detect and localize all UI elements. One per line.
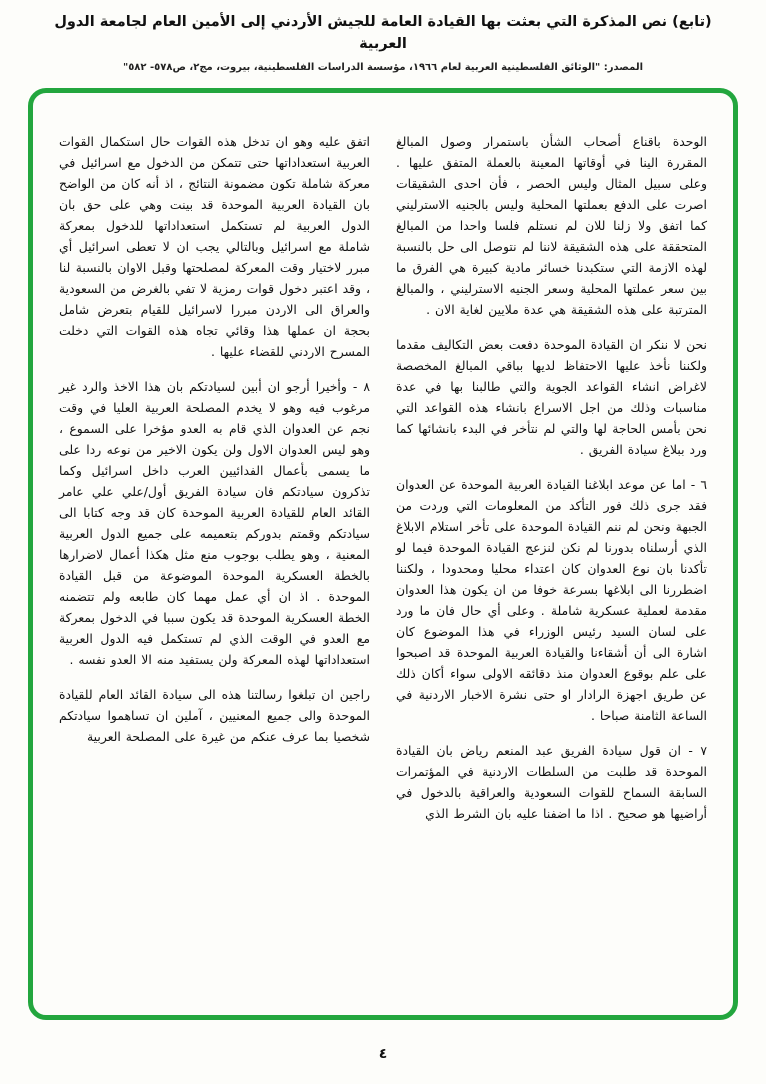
green-border-frame xyxy=(28,88,738,1020)
document-header xyxy=(30,12,736,73)
paragraph: اتفق عليه وهو ان تدخل هذه القوات حال استكمال القوات العربية استعداداتها حتى تتمكن من الدخول مع اسرائيل في معركة شاملة تكون مضمونة النتائج ، اذ أنه كان من الواضح بان القيادة العربية الموحدة قد بينت وهي على حق بان الدول العربية لم تستكمل استعداداتها للدخول بمعركة شاملة مع اسرائيل وبالتالي يجب ان لا تعطى اسرائيل أي مبرر لاختيار وقت المعركة لمصلحتها وقبل الاوان بالنسبة لنا ، وقد اعتبر دخول قوات رمزية لا تفي بالغرض من السعودية والعراق الى الاردن مبررا لاسرائيل للقيام بتعرض شامل بحجة ان عملها هذا وقائي تجاه هذه القوات التي دخلت المسرح الاردني للقضاء عليها . xyxy=(59,134,370,359)
paragraph: راجين ان تبلغوا رسالتنا هذه الى سيادة القائد العام للقيادة الموحدة والى جميع المعنيين ، آملين ان تساهموا سيادتكم شخصيا بما عرف عنكم من غيرة على المصلحة العربية xyxy=(59,687,370,744)
paragraph: نحن لا ننكر ان القيادة الموحدة دفعت بعض التكاليف مقدما ولكننا نأخذ عليها الاحتفاظ لديها بباقي المبالغ المخصصة لاغراض انشاء القواعد الجوية والتي طالبنا بها في عدة مناسبات وذلك من اجل الاسراع بانشاء هذه القواعد التي نحن بأمس الحاجة لها والتي لم نتأخر في البدء بانشائها كما ورد ببلاغ سيادة الفريق . xyxy=(396,337,707,457)
paragraph: ٦ - اما عن موعد ابلاغنا القيادة العربية الموحدة عن العدوان فقد جرى ذلك فور التأكد من المعلومات التي وردت من الجبهة ونحن لم ننم القيادة الموحدة على تأخر استلام الابلاغ الذي أرسلناه بدورنا لم نكن لنزعج القيادة الموحدة فيما لو تأكدنا بان نوع العدوان كان اعتداء محليا ومحدودا ، ولكننا اضطررنا الى ابلاغها بسرعة خوفا من ان يكون هذا العدوان مقدمة لعملية عسكرية شاملة . وعلى أي حال فان ما ورد على لسان السيد رئيس الوزراء في هذا الموضوع كان اشارة الى أن أشقاءنا والقيادة العربية الموحدة قد اصبحوا على علم بوقوع العدوان منذ دقائقه الاولى سواء أكان ذلك عن طريق اجهزة الرادار او حتى نشرة الاخبار الاردنية في الساعة الثامنة صباحا . xyxy=(396,477,707,723)
two-column-text xyxy=(33,93,733,1015)
column-right xyxy=(396,131,707,995)
paragraph: ٧ - ان قول سيادة الفريق عبد المنعم رياض بان القيادة الموحدة قد طلبت من السلطات الاردنية في المؤتمرات السابقة السماح للقوات السعودية والعراقية بالدخول في أراضيها هو صحيح . اذا ما اضفنا عليه بان الشرط الذي xyxy=(396,743,707,821)
source-line: المصدر: "الوثائق الفلسطينية العربية لعام ١٩٦٦، مؤسسة الدراسات الفلسطينية، بيروت، مج٢، ص٥٧٨- ٥٨٢" xyxy=(122,61,644,73)
paragraph: الوحدة باقناع أصحاب الشأن باستمرار وصول المبالغ المقررة الينا في أوقاتها المعينة بالعملة المتفق عليها . وعلى سبيل المثال وليس الحصر ، فأن احدى الشقيقات اصرت على الدفع بعملتها المحلية وليس بالجنيه الاسترليني كما اتفق ولا زلنا للان لم نستلم فلسا واحدا من المبالغ المتحققة على هذه الشقيقة لاننا لم نتوصل الى حل بالنسبة لهذه الازمة التي ستكبدنا خسائر مادية كبيرة هي الفرق ما بين سعر عملتها المحلية وسعر الجنيه الاسترليني ، والمبالغ المترتبة على هذه الشقيقة هي عدة ملايين لغاية الان . xyxy=(396,134,707,317)
column-left xyxy=(59,131,370,995)
paragraph: ٨ - وأخيرا أرجو ان أبين لسيادتكم بان هذا الاخذ والرد غير مرغوب فيه وهو لا يخدم المصلحة العربية العليا في وقت نجم عن العدوان الذي قام به العدو مؤخرا على السموع ، وهو ليس العدوان الاول ولن يكون الاخير من نوعه ردا على ما يسمى بأعمال الفدائيين العرب داخل اسرائيل وكما تذكرون سيادتكم فان سيادة الفريق أول/علي علي عامر القائد العام للقيادة العربية الموحدة كان قد وجه كتابا الى سيادتكم وقمتم بدوركم بتعميمه على جميع الدول العربية المعنية ، وهو يطلب بوجوب منع مثل هكذا أعمال لاضرارها بالخطة العسكرية الموحدة الموضوعة من قبل القيادة الموحدة . اذ ان أي عمل مهما كان طابعه ولم تتضمنه الخطة العسكرية الموحدة قد يكون سببا في الدخول بمعركة مع العدو في الوقت الذي لم تستكمل فيه الدول العربية استعداداتها لهذه المعركة ولن يستفيد منه الا العدو نفسه . xyxy=(59,379,370,667)
page-number: ٤ xyxy=(378,1046,388,1062)
page-title: (تابع) نص المذكرة التي بعثت بها القيادة العامة للجيش الأردني إلى الأمين العام لجامعة الدول العربية xyxy=(54,14,712,52)
